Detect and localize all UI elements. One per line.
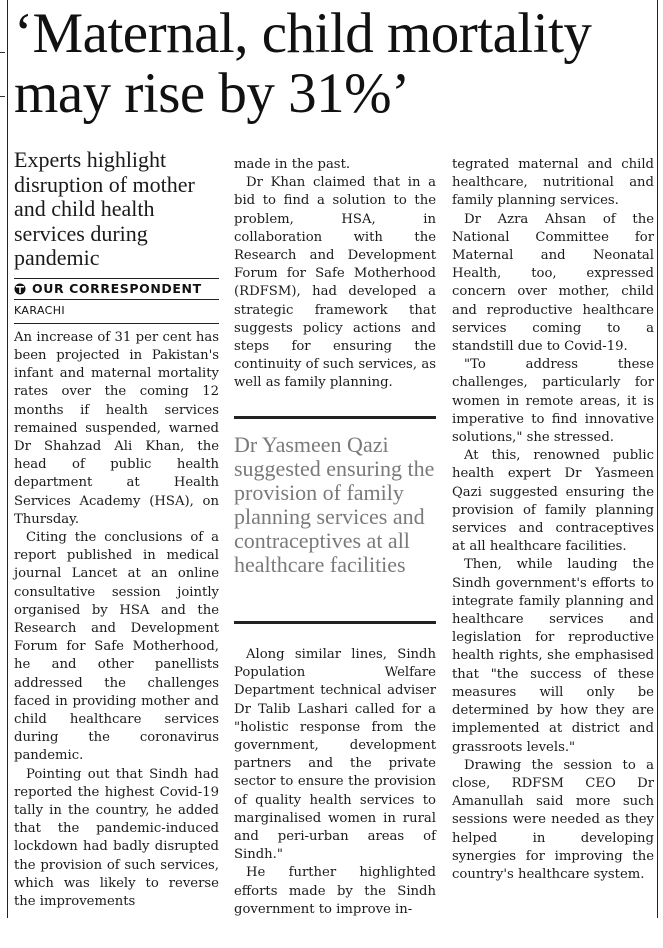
margin-tick <box>0 52 5 53</box>
page-frame-left <box>7 0 8 918</box>
paragraph: Citing the conclusions of a report published in medical journal Lancet at an online consultative session jointly organised by HSA and the Research and Development Forum for Safe Motherhood, he and other panellists addressed the challenges faced in providing mother and child healthcare services during the coronavirus pandemic. <box>14 529 219 764</box>
paragraph: An increase of 31 per cent has been projected in Pakistan's infant and maternal mortality rates over the coming 12 months if health services remained suspended, warned Dr Shahzad Ali Khan, the head of public health department at Health Services Academy (HSA), on Thursday. <box>14 329 219 527</box>
page-frame-right <box>657 0 658 918</box>
paragraph: At this, renowned public health expert Dr Yasmeen Qazi suggested ensuring the provision of family planning services and contraceptives at all healthcare facilities. <box>452 448 654 555</box>
paragraph: Then, while lauding the Sindh government's efforts to integrate family planning and healthcare services and legislation for reproductive health rights, she emphasised that "the success of these measures will only be determined by how they are implemented at district and grassroots levels." <box>452 557 654 755</box>
paragraph: Dr Azra Ahsan of the National Committee for Maternal and Neonatal Health, too, expressed concern over mother, child and reproductive healthcare services coming to a standstill due to Covid-19. <box>452 211 654 355</box>
paragraph: "To address these challenges, particularly for women in remote areas, it is imperative to find innovative solutions," she stressed. <box>452 357 654 446</box>
paragraph: Pointing out that Sindh had reported the highest Covid-19 tally in the country, he added that the pandemic-induced lockdown had badly disrupted the provision of such services, which was likely to reverse the improvements <box>14 766 219 909</box>
paragraph: Along similar lines, Sindh Population Welfare Department technical adviser Dr Talib Lashari called for a "holistic response from the government, development partners and the private sector to ensure the provision of quality health services to marginalised women in rural and peri-urban areas of Sindh." <box>234 647 436 863</box>
paragraph: tegrated maternal and child healthcare, nutritional and family planning services. <box>452 157 654 209</box>
paragraph: Dr Khan claimed that in a bid to find a solution to the problem, HSA, in collaboration with the Research and Development Forum for Safe Motherhood (RDFSM), had developed a strategic framework that suggests policy actions and steps for ensuring the continuity of such services, as well as family planning. <box>234 175 436 391</box>
article-column-2-top <box>234 156 436 393</box>
pull-quote-text: Dr Yasmeen Qazi suggested ensuring the provision of family planning services and contraceptives at all healthcare facilities <box>234 432 435 577</box>
margin-tick <box>0 96 5 97</box>
byline-name: OUR CORRESPONDENT <box>32 280 202 296</box>
paragraph: He further highlighted efforts made by the Sindh government to improve in- <box>234 865 436 917</box>
headline: ‘Maternal, child mortality may rise by 31%’ <box>14 2 592 125</box>
article-column-1 <box>14 148 219 911</box>
dateline: KARACHI <box>14 300 219 324</box>
article-column-3 <box>452 156 654 884</box>
pull-quote <box>234 416 436 624</box>
paragraph: Drawing the session to a close, RDFSM CEO Dr Amanullah said more such sessions were needed as they helped in developing synergies for improving the country's healthcare system. <box>452 757 654 882</box>
express-tribune-logo-icon <box>14 283 26 295</box>
paragraph: made in the past. <box>234 157 351 172</box>
byline <box>14 278 219 300</box>
deck: Experts highlight disruption of mother and child health services during pandemic <box>14 147 195 270</box>
article-column-2-bottom <box>234 646 436 919</box>
